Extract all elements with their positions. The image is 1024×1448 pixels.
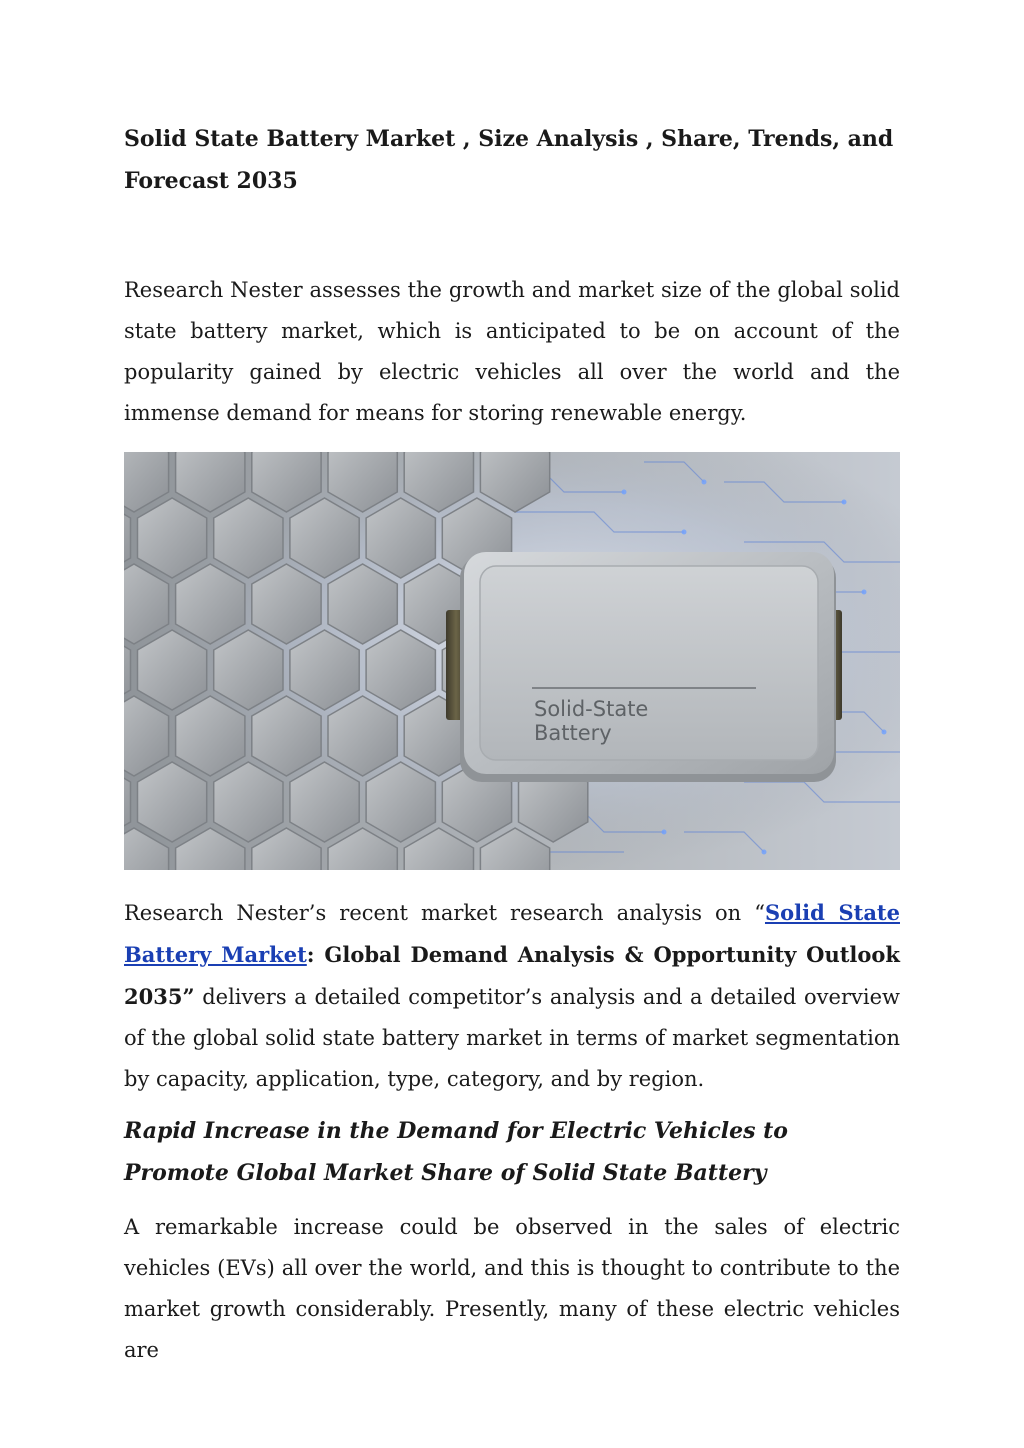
solid-state-battery-market-link[interactable]: Solid State Battery Market (124, 900, 900, 967)
analysis-rest-text: delivers a detailed competitor’s analysis and a detailed overview of the global solid state battery market in terms of market segmentation by capacity, application, type, category, and by region. (124, 985, 900, 1091)
battery-cell (446, 552, 842, 782)
page-title: Solid State Battery Market , Size Analysis , Share, Trends, and Forecast 2035 (124, 126, 894, 194)
analysis-paragraph (124, 892, 900, 1100)
battery-label-line2: Battery (534, 721, 612, 745)
section-body-paragraph: A remarkable increase could be observed in the sales of electric vehicles (EVs) all over the world, and this is thought to contribute to the market growth considerably. Presently, many of these electric vehicles are (124, 1215, 900, 1362)
section-heading: Rapid Increase in the Demand for Electric Vehicles to Promote Global Market Share of Solid State Battery (124, 1118, 788, 1186)
intro-paragraph: Research Nester assesses the growth and market size of the global solid state battery market, which is anticipated to be on account of the popularity gained by electric vehicles all over the world and the immense demand for means for storing renewable energy. (124, 278, 900, 425)
analysis-lead-text: Research Nester’s recent market research analysis on “ (124, 901, 765, 925)
battery-label-line1: Solid-State (534, 697, 649, 721)
solid-state-battery-image (124, 452, 900, 870)
analysis-report-title: : Global Demand Analysis & Opportunity Outlook 2035” (124, 942, 900, 1009)
